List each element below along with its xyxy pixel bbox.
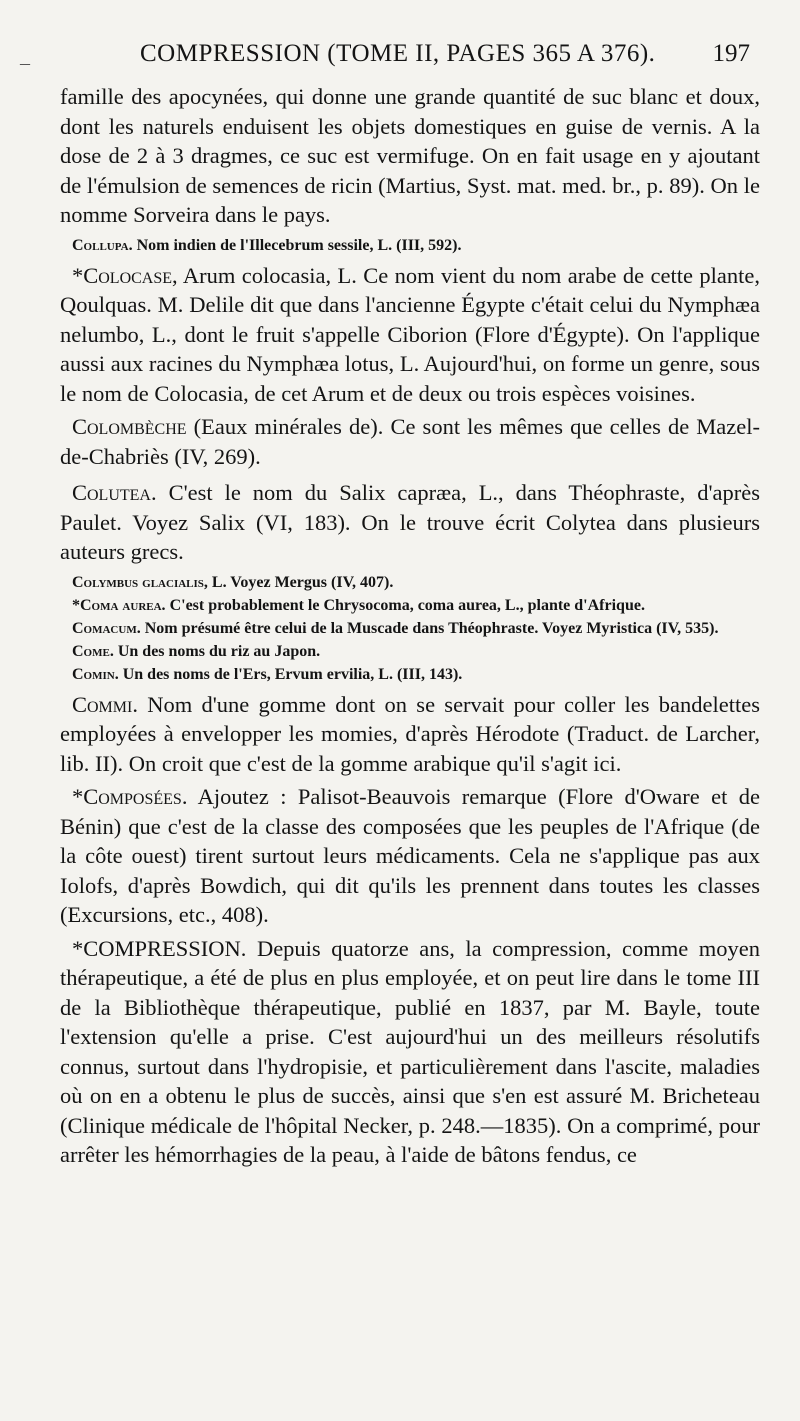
entry-composees xyxy=(60,782,760,930)
entry-term: *Composées. xyxy=(72,784,188,809)
entry-colombeche xyxy=(60,412,760,471)
body-text xyxy=(60,82,760,1170)
entry-term: Collupa. xyxy=(72,236,133,254)
entry-text: (Eaux minérales de). Ce sont les mêmes que celles de Mazel-de-Chabriès (IV, 269). xyxy=(60,414,760,469)
entry-commi xyxy=(60,690,760,779)
entry-term: Colymbus glacialis, xyxy=(72,573,208,591)
entry-comin xyxy=(60,663,760,686)
entry-text: Nom indien de l'Illecebrum sessile, L. (III, 592). xyxy=(132,236,462,254)
running-header xyxy=(0,40,800,80)
margin-dash: – xyxy=(20,52,30,74)
page-number: 197 xyxy=(712,40,750,67)
entry-colutea xyxy=(60,478,760,567)
entry-text: , Arum colocasia, L. Ce nom vient du nom arabe de cette plante, Qoulquas. M. Delile dit que dans l'ancienne Égypte c'était celui du Nymphæa nelumbo, L., dont le fruit s'appelle Ciborion (Flore d'Égypte). On l'applique aussi aux racines du Nymphæa lotus, L. Aujourd'hui, on forme un genre, sous le nom de Colocasia, de cet Arum et de deux ou trois espèces voisines. xyxy=(60,262,760,406)
entry-term: Colutea. xyxy=(72,480,157,505)
running-title: COMPRESSION (TOME II, PAGES 365 A 376). xyxy=(140,40,656,67)
entry-term: *Coma aurea. xyxy=(72,596,166,614)
entry-term: *COMPRESSION. xyxy=(72,935,247,961)
entry-text: C'est probablement le Chrysocoma, coma aurea, L., plante d'Afrique. xyxy=(165,596,645,614)
entry-term: Comacum. xyxy=(72,619,141,637)
entry-term: Come. xyxy=(72,642,114,660)
entry-colymbus xyxy=(60,571,760,594)
entry-text: Nom présumé être celui de la Muscade dans Théophraste. Voyez Myristica (IV, 535). xyxy=(140,619,719,637)
entry-term: Comin. xyxy=(72,665,119,683)
entry-text: Nom d'une gomme dont on se servait pour coller les bandelettes employées à envelopper les momies, d'après Hérodote (Traduct. de Larcher, lib. II). On croit que c'est de la gomme arabique qu'il s'agit ici. xyxy=(60,691,760,776)
entry-comacum xyxy=(60,617,760,640)
entry-collupa xyxy=(60,234,760,257)
entry-text: Un des noms du riz au Japon. xyxy=(113,642,321,660)
entry-text: Depuis quatorze ans, la compression, comme moyen thérapeutique, a été de plus en plus employée, et on peut lire dans le tome III de la Bibliothèque thérapeutique, publié en 1837, par M. Bayle, toute l'extension qu'elle a prise. C'est aujourd'hui un des meilleurs résolutifs connus, surtout dans l'hydropisie, et particulièrement dans l'ascite, maladies où on en a obtenu le plus de succès, ainsi que s'en est assuré M. Bricheteau (Clinique médicale de l'hôpital Necker, p. 248.—1835). On a comprimé, pour arrêter les hémorrhagies de la peau, à l'aide de bâtons fendus, ce xyxy=(60,935,760,1167)
paragraph-continuation xyxy=(60,82,760,230)
entry-term: *Colocase xyxy=(72,262,173,288)
entry-come xyxy=(60,640,760,663)
entry-text: Un des noms de l'Ers, Ervum ervilia, L. (III, 143). xyxy=(118,665,463,683)
entry-coma-aurea xyxy=(60,594,760,617)
entry-text: famille des apocynées, qui donne une grande quantité de suc blanc et doux, dont les naturels enduisent les objets domestiques en guise de vernis. A la dose de 2 à 3 dragmes, ce suc est vermifuge. On en fait usage en y ajoutant de l'émulsion de semences de ricin (Martius, Syst. mat. med. br., p. 89). On le nomme Sorveira dans le pays. xyxy=(60,84,760,227)
entry-compression xyxy=(60,934,760,1170)
entry-colocase xyxy=(60,261,760,409)
entry-term: Colombèche xyxy=(72,414,187,439)
entry-text: L. Voyez Mergus (IV, 407). xyxy=(207,573,394,591)
entry-text: C'est le nom du Salix capræa, L., dans Théophraste, d'après Paulet. Voyez Salix (VI, 183). On le trouve écrit Colytea dans plusieurs auteurs grecs. xyxy=(60,480,760,564)
entry-text: Ajoutez : Palisot-Beauvois remarque (Flore d'Oware et de Bénin) que c'est de la classe des composées que les peuples de l'Afrique (de la côte ouest) tirent surtout leurs médicaments. Cela ne s'applique pas aux Iolofs, d'après Bowdich, qui dit qu'ils les prennent dans toutes les classes (Excursions, etc., 408). xyxy=(60,784,760,927)
entry-term: Commi. xyxy=(72,691,138,717)
